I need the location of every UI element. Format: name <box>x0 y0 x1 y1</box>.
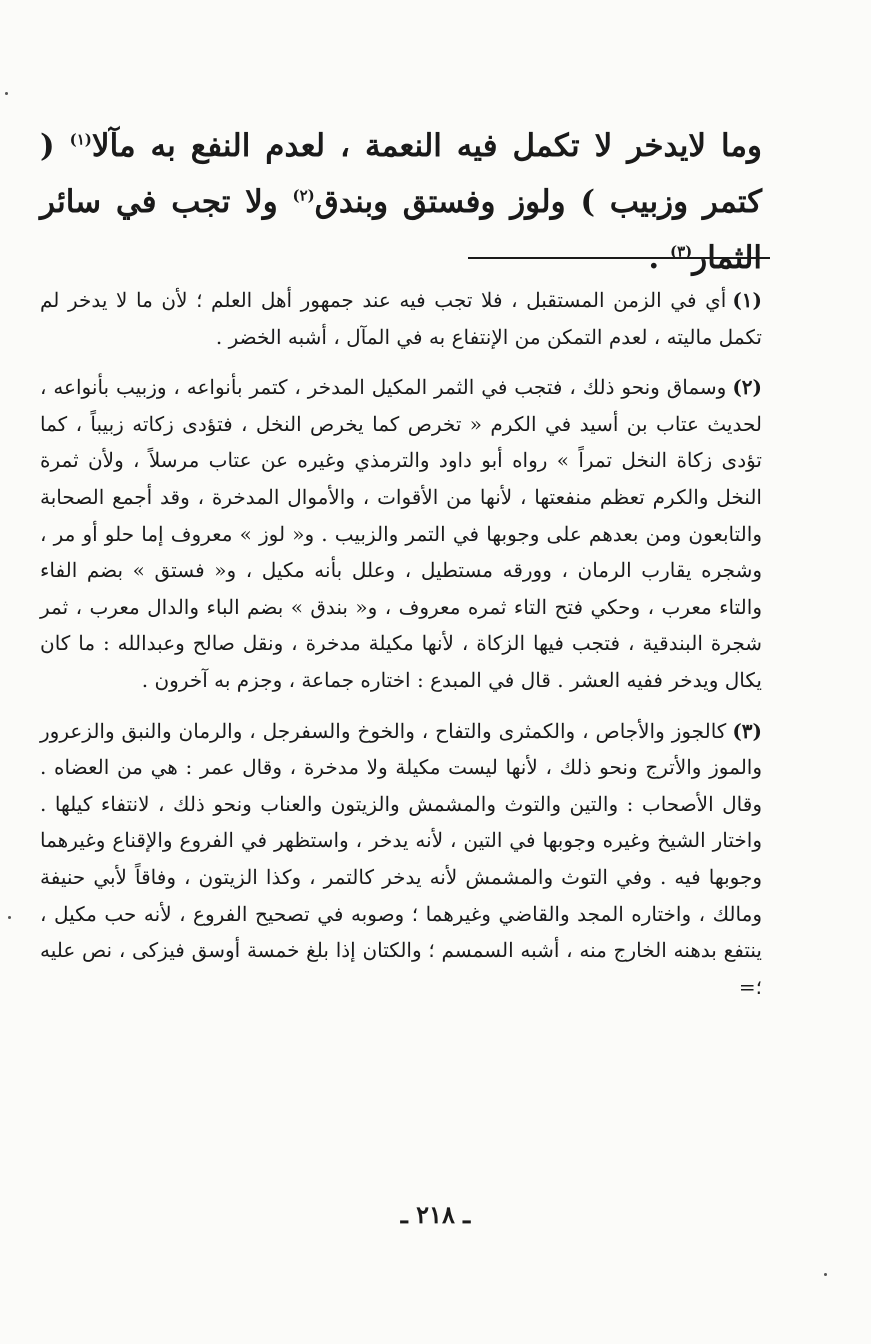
scan-speck <box>5 92 8 95</box>
footnotes <box>40 282 762 1019</box>
scan-speck <box>8 916 11 919</box>
footnote-3 <box>40 713 762 1006</box>
main-text-segment: وما لايدخر لا تكمل فيه النعمة ، لعدم النفع به مآلا <box>91 128 763 164</box>
footnote-text: كالجوز والأجاص ، والكمثرى والتفاح ، والخوخ والسفرجل ، والرمان والنبق والزعرور والموز والأترج ونحو ذلك ، لأنها ليست مكيلة ولا مدخرة ، وقال عمر : هي من العضاه . وقال الأصحاب : والتين والتوث والمشمش والزيتون والعناب ونحو ذلك ، لانتفاء كيلها . واختار الشيخ وغيره وجوبها في التين ، لأنه يدخر ، واستظهر في الفروع والإقناع وغيرهما وجوبها فيه . وفي التوث والمشمش لأنه يدخر كالتمر ، وكذا الزيتون ، وفاقاً لأبي حنيفة ومالك ، واختاره المجد والقاضي وغيرهما ؛ وصوبه في تصحيح الفروع ، لأنه حب مكيل ، ينتفع بدهنه الخارج منه ، أشبه السمسم ؛ والكتان إذا بلغ خمسة أوسق فيزكى ، نص عليه ؛= <box>40 718 762 999</box>
footnote-2 <box>40 369 762 698</box>
footnote-1 <box>40 282 762 355</box>
footnote-number: (٢) <box>732 375 762 400</box>
footnote-ref-1: (١) <box>69 130 92 149</box>
footnote-text: أي في الزمن المستقبل ، فلا تجب فيه عند جمهور أهل العلم ؛ لأن ما لا يدخر لم تكمل ماليته ، لعدم التمكن من الإنتفاع به في المآل ، أشبه الخضر . <box>40 288 762 349</box>
main-text-segment: ( كتمر وزبيب ) ولوز وفستق وبندق <box>40 128 762 220</box>
footnote-number: (٣) <box>732 718 762 743</box>
footnote-ref-2: (٢) <box>292 186 315 205</box>
main-text-end: . <box>648 240 670 276</box>
main-paragraph <box>40 118 762 286</box>
main-text-segment: ولا تجب في سائر الثمار <box>40 184 762 276</box>
scan-speck <box>824 1273 827 1276</box>
main-text <box>40 118 762 286</box>
page-number: ـ ٢١٨ ـ <box>400 1200 471 1229</box>
footnote-ref-3: (٣) <box>669 242 693 261</box>
footnote-number: (١) <box>732 288 762 312</box>
footnote-divider <box>468 257 770 259</box>
footnote-text: وسماق ونحو ذلك ، فتجب في الثمر المكيل المدخر ، كتمر بأنواعه ، وزبيب بأنواعه ، لحديث عتاب بن أسيد في الكرم « تخرص كما يخرص النخل ، فتؤدى زكاته زبيباً ، كما تؤدى زكاة النخل تمراً » رواه أبو داود والترمذي وغيره عن عتاب مرسلاً ، ولأن ثمرة النخل والكرم تعظم منفعتها ، لأنها من الأقوات ، والأموال المدخرة ، وقد أجمع الصحابة والتابعون ومن بعدهم على وجوبها في التمر والزبيب . و« لوز » معروف إما حلو أو مر ، وشجره يقارب الرمان ، وورقه مستطيل ، وعلل بأنه مكيل ، و« فستق » بضم الفاء والتاء معرب ، وحكي فتح التاء ثمره معروف ، و« بندق » بضم الباء والدال معرب ، ثمر شجرة البندقية ، فتجب فيها الزكاة ، لأنها مكيلة مدخرة ، ونقل صالح وعبدالله : ما كان يكال ويدخر ففيه العشر . قال في المبدع : اختاره جماعة ، وجزم به آخرون . <box>40 375 762 692</box>
